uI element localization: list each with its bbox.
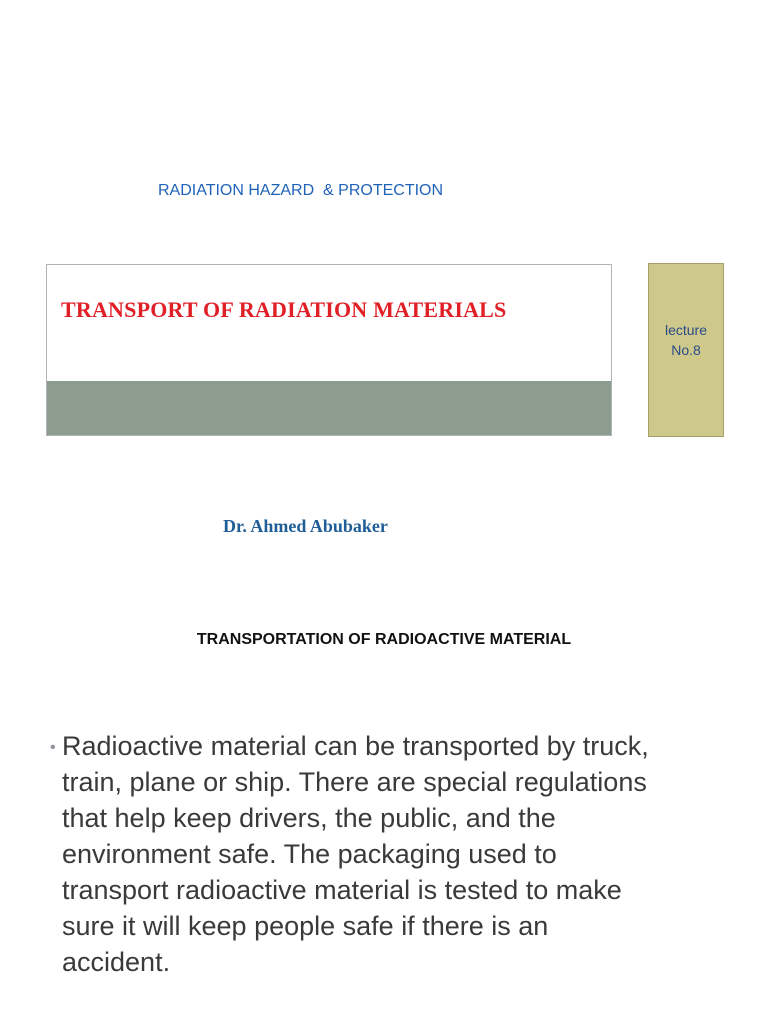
lecture-badge-text — [649, 320, 723, 360]
body-paragraph — [46, 728, 746, 980]
author-name: Dr. Ahmed Abubaker — [223, 516, 388, 536]
course-title: RADIATION HAZARD & PROTECTION — [158, 182, 444, 199]
title-card-band — [47, 381, 611, 435]
slide-title: TRANSPORT OF RADIATION MATERIALS — [61, 297, 507, 322]
paragraph-line: that help keep drivers, the public, and the — [62, 803, 556, 833]
lecture-number: No.8 — [671, 342, 701, 358]
bullet-icon: • — [50, 739, 56, 756]
paragraph-line: transport radioactive material is tested to make — [62, 875, 622, 905]
paragraph-line: accident. — [62, 947, 171, 977]
paragraph-line: Radioactive material can be transported by truck, — [62, 731, 649, 761]
paragraph-line: environment safe. The packaging used to — [62, 839, 557, 869]
paragraph-line: sure it will keep people safe if there is an — [62, 911, 549, 941]
title-card — [46, 264, 612, 436]
section-heading: TRANSPORTATION OF RADIOACTIVE MATERIAL — [196, 631, 572, 648]
lecture-badge — [648, 263, 724, 437]
paragraph-line: train, plane or ship. There are special regulations — [62, 767, 647, 797]
lecture-label: lecture — [664, 322, 708, 338]
